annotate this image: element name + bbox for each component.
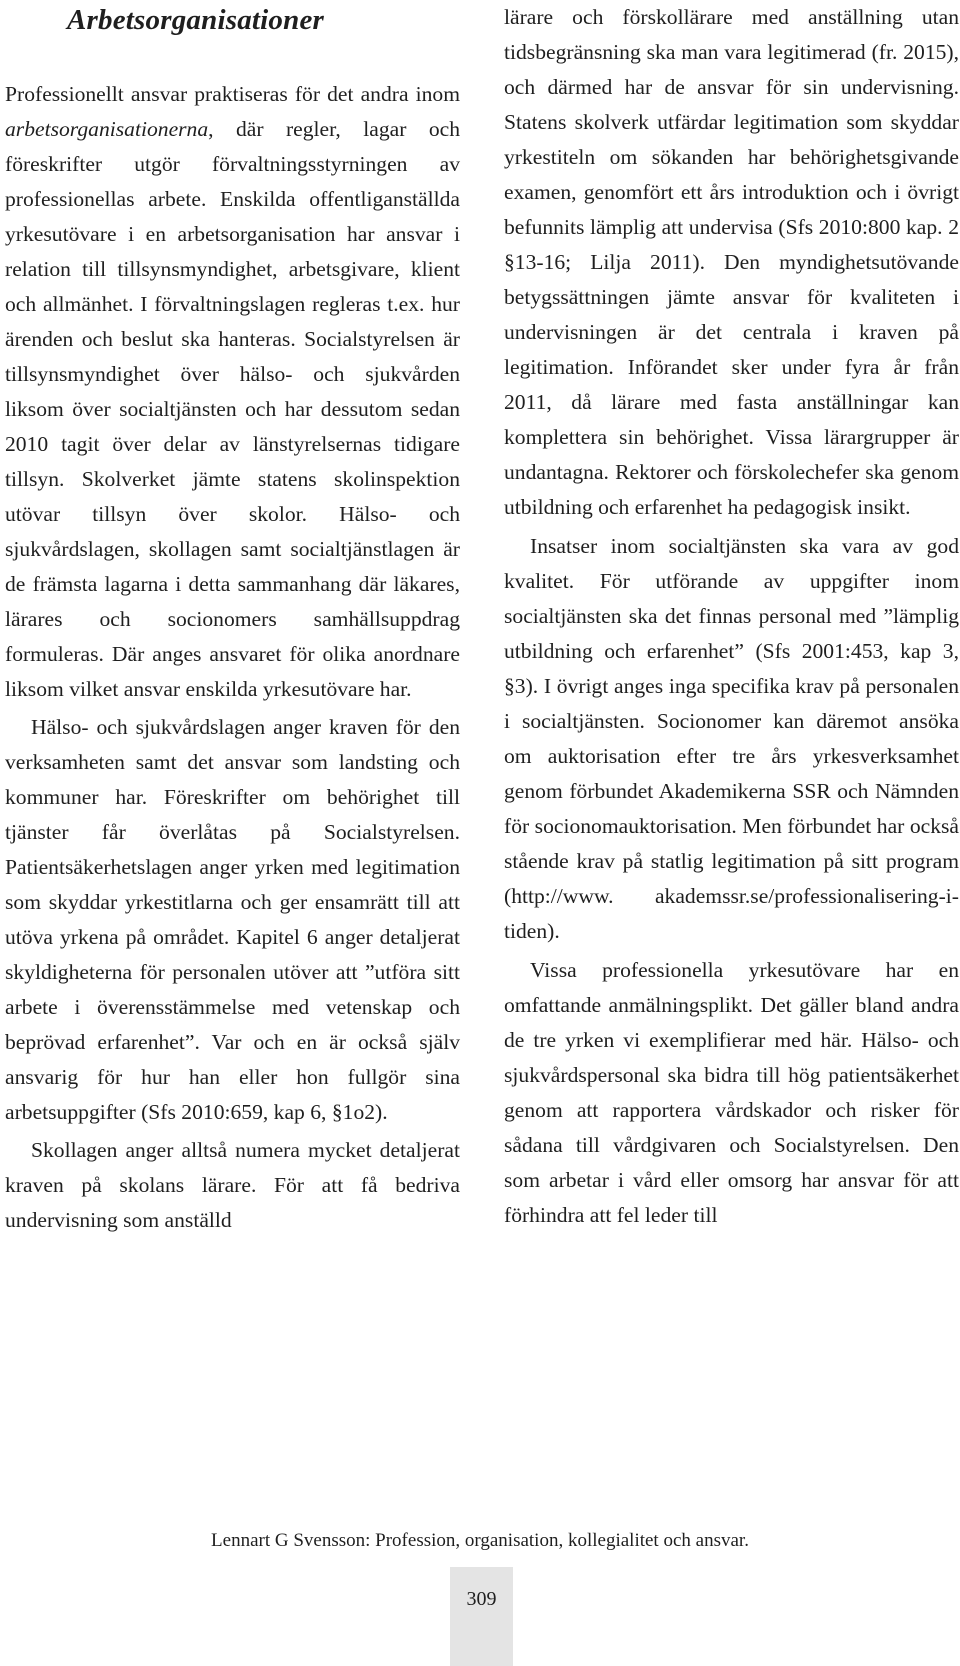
right-paragraph-3: Vissa professionella yrkesutövare har en omfattande anmälningsplikt. Det gäller bland andra de tre yrken vi exemplifierar med här. Hälso- och sjukvårdspersonal ska bidra till hög patientsäkerhet genom att rapportera vårdskador och risker för sådana till vårdgivaren och Socialstyrelsen. Den som arbetar i vård eller omsorg har ansvar för att förhindra att fel leder till	[504, 958, 959, 1227]
right-paragraph-1: lärare och förskollärare med anställning utan tidsbegränsning ska man vara legitimerad (fr. 2015), och därmed har de ansvar för sin undervisning. Statens skolverk utfärdar legitimation som skyddar yrkestiteln om sökanden har behörighetsgivande examen, genomfört ett års introduktion och i övrigt befunnits lämplig att undervisa (Sfs 2010:800 kap. 2 §13-16; Lilja 2011). Den myndighetsutövande betygssättningen jämte ansvar för kvaliteten i undervisningen är det centrala i kraven på legitimation. Införandet sker under fyra år från 2011, då lärare med fasta anställningar kan komplettera sin behörighet. Vissa lärargrupper är undantagna. Rektorer och förskolechefer ska genom utbildning och erfarenhet ha pedagogisk insikt.	[504, 5, 959, 519]
left-paragraph-1-emphasis: arbetsorganisationerna	[5, 117, 209, 141]
page-number-tab	[450, 1567, 513, 1666]
left-column	[5, 0, 460, 1238]
left-paragraph-3: Skollagen anger alltså numera mycket detaljerat kraven på skolans lärare. För att få bedriva undervisning som anställd	[5, 1138, 460, 1232]
page-number: 309	[466, 1588, 497, 1610]
left-paragraph-1-end: , där regler, lagar och föreskrifter utgör förvaltningsstyrningen av professionellas arbete. Enskilda offentliganställda yrkesutövare i en arbetsorganisation har ansvar i relation till tillsynsmyndighet, arbetsgivare, klient och allmänhet. I förvaltningslagen regleras t.ex. hur ärenden och beslut ska hanteras. Socialstyrelsen är tillsynsmyndighet över hälso- och sjukvården liksom över socialtjänsten och har dessutom sedan 2010 tagit över delar av länstyrelsernas tidigare tillsyn. Skolverket jämte statens skolinspektion utövar tillsyn över skolor. Hälso- och sjukvårdslagen, skollagen samt socialtjänstlagen är de främsta lagarna i detta sammanhang där läkares, lärares och socionomers samhällsuppdrag formuleras. Där anges ansvaret för olika anordnare liksom vilket ansvar enskilda yrkesutövare har.	[5, 117, 460, 701]
left-paragraph-2: Hälso- och sjukvårdslagen anger kraven för den verksamheten samt det ansvar som landsting och kommuner har. Föreskrifter om behörighet till tjänster får överlåtas på Socialstyrelsen. Patientsäkerhetslagen anger yrken med legitimation som skyddar yrkestitlarna och ger ensamrätt till att utöva yrkena på området. Kapitel 6 anger detaljerat skyldigheterna för personalen utöver att ”utföra sitt arbete i överensstämmelse med vetenskap och beprövad erfarenhet”. Var och en är också själv ansvarig för hur han eller hon fullgör sina arbetsuppgifter (Sfs 2010:659, kap 6, §1o2).	[5, 715, 460, 1124]
right-column	[504, 0, 959, 1233]
right-paragraph-2: Insatser inom socialtjänsten ska vara av god kvalitet. För utförande av uppgifter inom socialtjänsten ska det finnas personal med ”lämplig utbildning och erfarenhet” (Sfs 2001:453, kap 3, §3). I övrigt anges inga specifika krav på personalen i socialtjänsten. Socionomer kan däremot ansöka om auktorisation efter tre års yrkesverksamhet genom förbundet Akademikerna SSR och Nämnden för socionomauktorisation. Men förbundet har också stående krav på statlig legitimation på sitt program (http://www. akademssr.se/professionalisering-i-tiden).	[504, 534, 959, 943]
left-paragraph-1-start: Professionellt ansvar praktiseras för det andra inom	[5, 82, 460, 106]
running-footer: Lennart G Svensson: Profession, organisation, kollegialitet och ansvar.	[211, 1530, 749, 1551]
left-paragraph-1	[5, 77, 460, 707]
section-heading: Arbetsorganisationer	[67, 4, 324, 36]
